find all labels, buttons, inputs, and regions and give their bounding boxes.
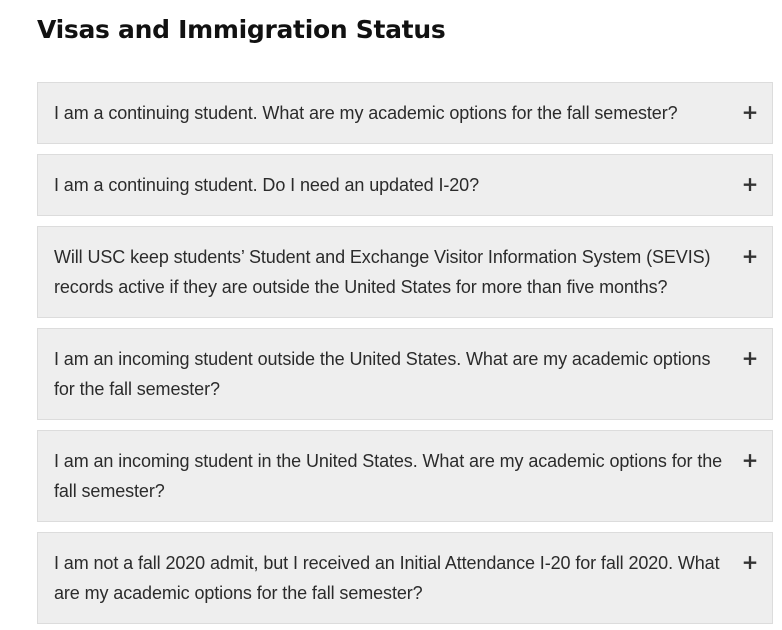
plus-icon[interactable]: +: [741, 448, 759, 472]
faq-item[interactable]: [37, 226, 773, 318]
plus-icon[interactable]: +: [741, 244, 759, 268]
plus-icon[interactable]: +: [741, 550, 759, 574]
faq-question[interactable]: Will USC keep students’ Student and Exchange Visitor Information System (SEVIS) records active if they are outside the United States for more than five months?: [54, 247, 711, 297]
plus-icon[interactable]: +: [741, 100, 759, 124]
faq-item[interactable]: [37, 532, 773, 624]
section-title: Visas and Immigration Status: [37, 15, 446, 44]
plus-icon[interactable]: +: [741, 346, 759, 370]
faq-question[interactable]: I am an incoming student outside the United States. What are my academic options for the fall semester?: [54, 349, 711, 399]
faq-accordion: [37, 82, 773, 630]
faq-item[interactable]: [37, 154, 773, 216]
faq-item[interactable]: [37, 82, 773, 144]
faq-question[interactable]: I am a continuing student. What are my academic options for the fall semester?: [54, 103, 678, 123]
faq-question[interactable]: I am a continuing student. Do I need an updated I-20?: [54, 175, 480, 195]
faq-question[interactable]: I am an incoming student in the United States. What are my academic options for the fall semester?: [54, 451, 723, 501]
faq-item[interactable]: [37, 430, 773, 522]
faq-item[interactable]: [37, 328, 773, 420]
faq-question[interactable]: I am not a fall 2020 admit, but I received an Initial Attendance I-20 for fall 2020. What are my academic options for the fall semester?: [54, 553, 720, 603]
plus-icon[interactable]: +: [741, 172, 759, 196]
